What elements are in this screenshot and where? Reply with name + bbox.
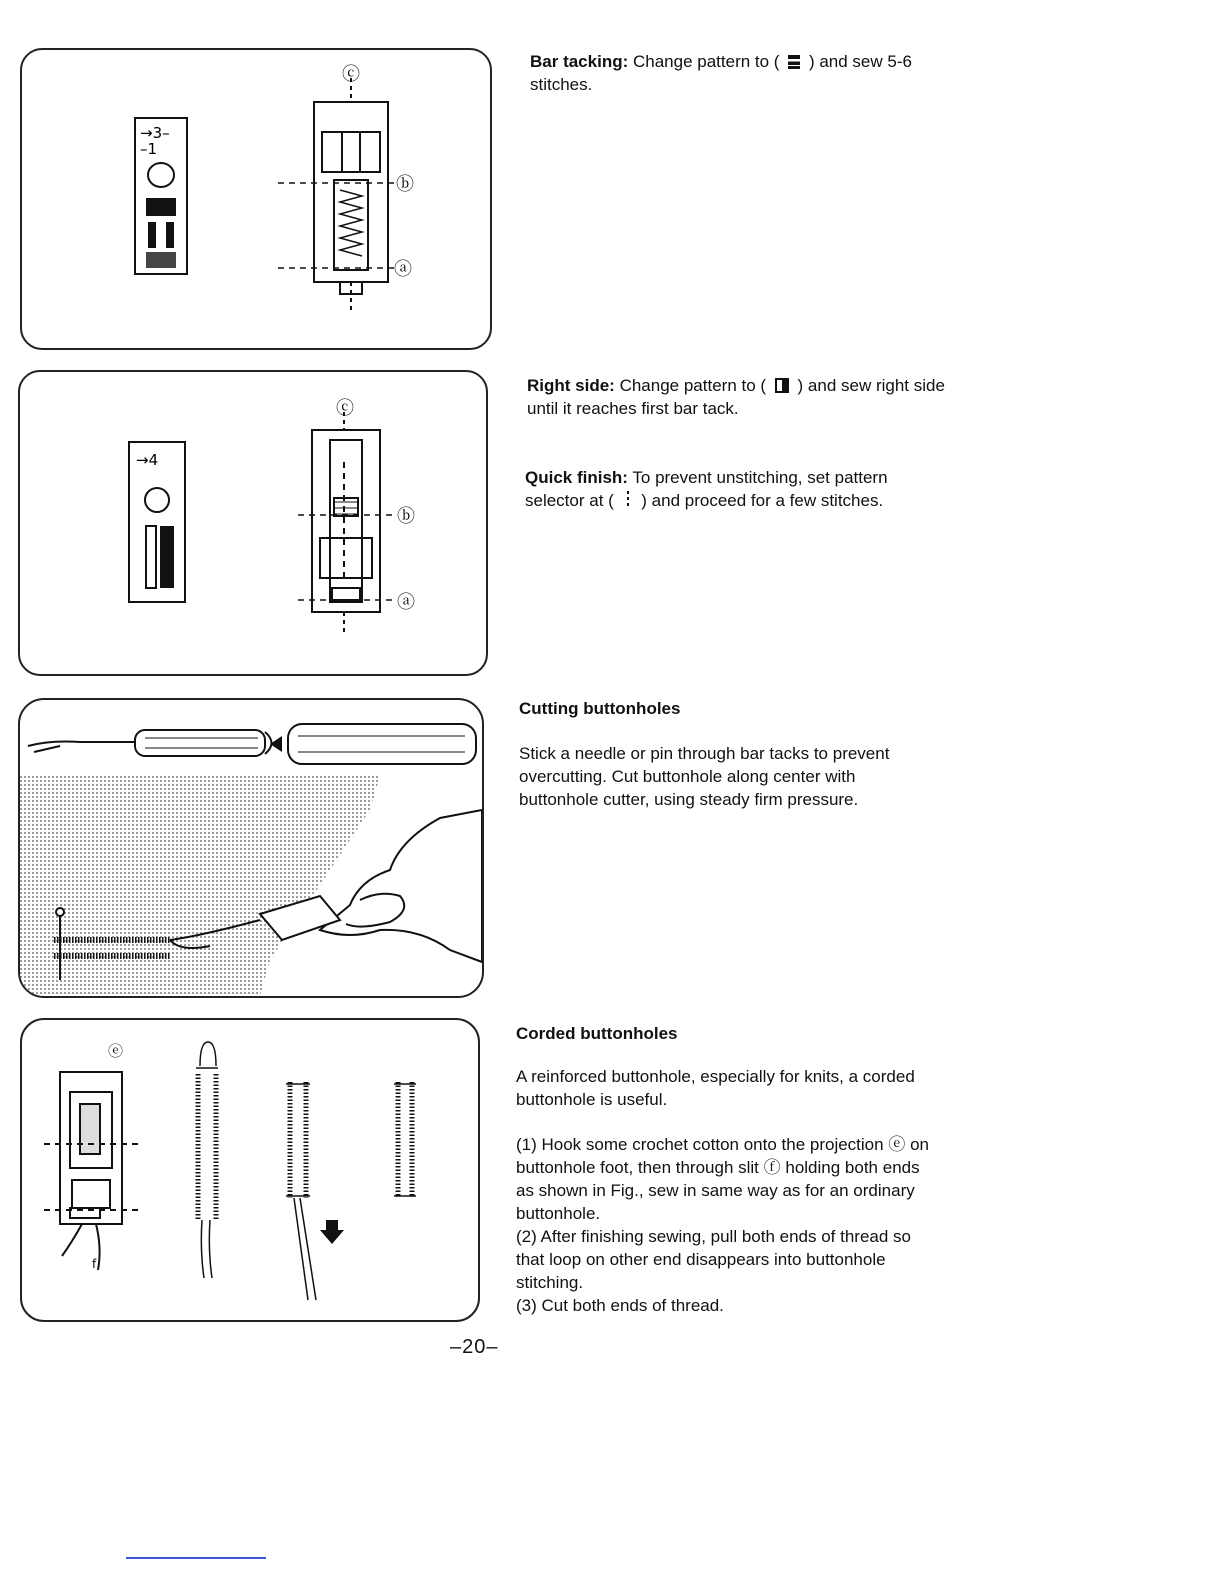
figure-corded <box>20 1018 480 1322</box>
label-a: ⓐ <box>397 592 415 613</box>
dial-sub-label: –1 <box>140 140 158 158</box>
pulled-cord-illustration <box>286 1082 316 1300</box>
slit-f-marker: ⓕ <box>763 1158 781 1177</box>
corded-step-2: (2) After finishing sewing, pull both ends of thread so that loop on other end disappears into buttonhole stitching. <box>516 1227 912 1292</box>
cutting-title: Cutting buttonholes <box>519 699 681 718</box>
quick-finish-label: Quick finish: <box>525 468 628 487</box>
dial-bar-tack-mark <box>146 198 176 216</box>
page-number: –20– <box>450 1336 499 1358</box>
cutting-illustration <box>20 700 482 996</box>
finished-buttonhole <box>394 1082 416 1196</box>
figure-bar-tacking <box>20 48 492 350</box>
label-f: f <box>92 1257 97 1271</box>
right-side-label: Right side: <box>527 376 615 395</box>
bar-tacking-text <box>530 50 950 96</box>
dial-right-stripe <box>166 222 174 248</box>
dial-top-label: →3– <box>140 124 170 142</box>
corded-illustration <box>22 1020 478 1320</box>
corded-step-3: (3) Cut both ends of thread. <box>516 1296 724 1315</box>
corded-title: Corded buttonholes <box>516 1024 678 1043</box>
straight-stitch-icon <box>627 491 629 509</box>
figure-right-side <box>18 370 488 676</box>
corded-section <box>516 1022 936 1317</box>
bar-tacking-before: Change pattern to ( <box>632 52 780 71</box>
dial-left-stripe <box>148 222 156 248</box>
seam-ripper-icon <box>28 724 476 764</box>
dial-circle <box>148 163 174 187</box>
projection-e-marker: ⓔ <box>888 1135 906 1154</box>
corded-loop-illustration <box>196 1042 218 1278</box>
label-a: ⓐ <box>394 259 412 280</box>
dial-left-bracket <box>146 526 156 588</box>
right-side-before: Change pattern to ( <box>619 376 767 395</box>
right-side-illustration <box>20 372 486 674</box>
dial-right-stripe <box>160 526 174 588</box>
buttonhole-foot <box>44 1072 138 1270</box>
arrow-down-icon <box>320 1220 344 1244</box>
bar-tack-pattern-icon <box>788 55 800 69</box>
corded-intro: A reinforced buttonhole, especially for knits, a corded buttonhole is useful. <box>516 1067 915 1109</box>
dial-bottom-block <box>146 252 176 268</box>
fabric-area <box>20 776 380 996</box>
label-b: ⓑ <box>396 174 414 195</box>
right-side-pattern-icon <box>775 378 789 393</box>
step1-mid: on buttonhole foot, then through slit <box>516 1135 929 1177</box>
label-e: ⓔ <box>108 1042 124 1060</box>
corded-step-1 <box>516 1133 936 1225</box>
quick-finish-text <box>525 466 945 512</box>
figure-cutting <box>18 698 484 998</box>
label-c: ⓒ <box>342 64 360 85</box>
arrow-left-icon <box>270 736 282 752</box>
quick-finish-before: To prevent unstitching, set pattern selector at ( <box>525 468 888 510</box>
quick-finish-after: ) and proceed for a few stitches. <box>641 491 884 510</box>
step1-before: (1) Hook some crochet cotton onto the projection <box>516 1135 884 1154</box>
bar-tacking-after: ) and sew 5-6 stitches. <box>530 52 912 94</box>
buttonhole-foot <box>314 78 388 312</box>
dial-circle <box>145 488 169 512</box>
bar-tacking-illustration <box>22 50 490 348</box>
right-side-after: ) and sew right side until it reaches first bar tack. <box>527 376 945 418</box>
bar-tacking-label: Bar tacking: <box>530 52 629 71</box>
dial-top-label: →4 <box>136 451 159 469</box>
right-side-text <box>527 374 947 420</box>
label-c: ⓒ <box>336 398 354 419</box>
cutting-section <box>519 697 939 811</box>
step1-after: holding both ends as shown in Fig., sew in same way as for an ordinary buttonhole. <box>516 1158 920 1223</box>
label-b: ⓑ <box>397 506 415 527</box>
cutting-body: Stick a needle or pin through bar tacks to prevent overcutting. Cut buttonhole along center with buttonhole cutter, using steady firm pressure. <box>519 744 890 809</box>
decorative-underline <box>126 1557 266 1559</box>
